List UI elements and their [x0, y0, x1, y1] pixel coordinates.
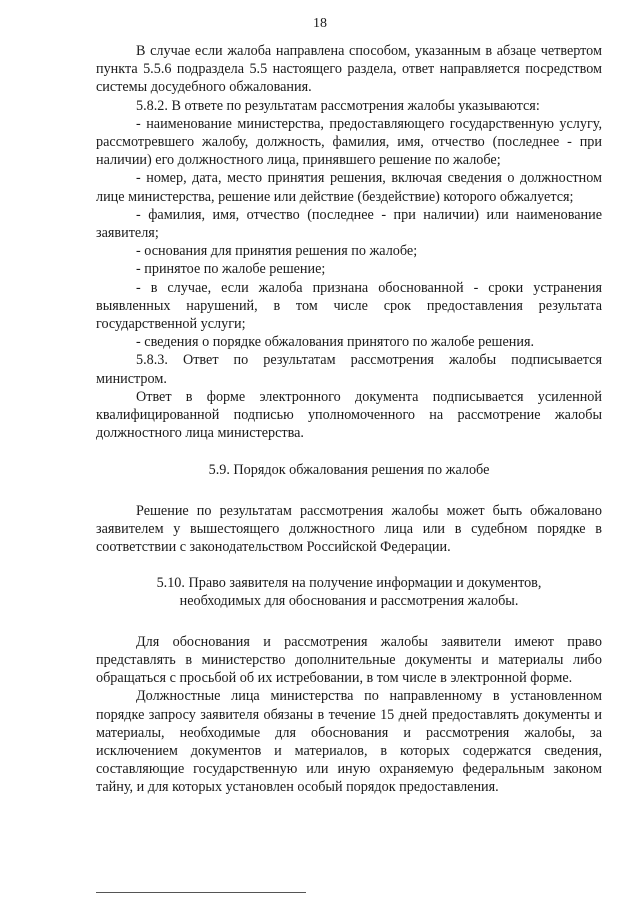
paragraph: В случае если жалоба направлена способом, указанным в абзаце четвертом пункта 5.5.6 подраздела 5.5 настоящего раздела, ответ направляется посредством системы досудебного обжалования.	[96, 43, 602, 96]
list-item: - номер, дата, место принятия решения, включая сведения о должностном лице министерства, решение или действие (бездействие) которого обжалуется;	[96, 170, 602, 205]
paragraph: Должностные лица министерства по направленному в установленном порядке запросу заявителя обязаны в течение 15 дней предоставлять документы и материалы, необходимые для обоснования и рассмотрения жалобы, за исключением документов и материалов, в которых содержатся сведения, составляющие государственную или иную охраняемую федеральным законом тайну, и для которых установлен особый порядок предоставления.	[96, 688, 602, 796]
paragraph: Ответ в форме электронного документа подписывается усиленной квалифицированной подписью уполномоченного на рассмотрение жалобы должностного лица министерства.	[96, 388, 602, 442]
list-item: - основания для принятия решения по жалобе;	[136, 243, 418, 260]
footer-divider	[96, 892, 306, 893]
paragraph: Решение по результатам рассмотрения жалобы может быть обжаловано заявителем у вышестоящего должностного лица или в судебном порядке в соответствии с законодательством Российской Федерации.	[96, 502, 602, 556]
section-heading-5-10	[96, 574, 602, 610]
paragraph: Для обоснования и рассмотрения жалобы заявители имеют право представлять в министерство дополнительные документы и материалы либо обращаться с просьбой об их истребовании, в том числе в электронной форме.	[96, 633, 602, 687]
document-body	[96, 42, 602, 797]
list-item: - принятое по жалобе решение;	[136, 261, 326, 278]
heading-line: необходимых для обоснования и рассмотрения жалобы.	[179, 593, 519, 610]
list-item: - сведения о порядке обжалования принятого по жалобе решения.	[136, 334, 535, 351]
list-item: - фамилия, имя, отчество (последнее - при наличии) или наименование заявителя;	[96, 206, 602, 242]
page-number: 18	[313, 16, 327, 31]
subsection-5-8-3: 5.8.3. Ответ по результатам рассмотрения жалобы подписывается министром.	[96, 352, 602, 387]
list-item: - наименование министерства, предоставляющего государственную услугу, рассмотревшего жалобу, должность, фамилия, имя, отчество (последнее - при наличии) его должностного лица, принявшего решение по жалобе;	[96, 115, 602, 169]
subsection-5-8-2: 5.8.2. В ответе по результатам рассмотрения жалобы указываются:	[136, 97, 540, 114]
list-item: - в случае, если жалоба признана обоснованной - сроки устранения выявленных нарушений, в том числе срок предоставления результата государственной услуги;	[96, 279, 602, 333]
section-heading-5-9: 5.9. Порядок обжалования решения по жалобе	[208, 462, 490, 479]
heading-line: 5.10. Право заявителя на получение информации и документов,	[156, 575, 542, 592]
